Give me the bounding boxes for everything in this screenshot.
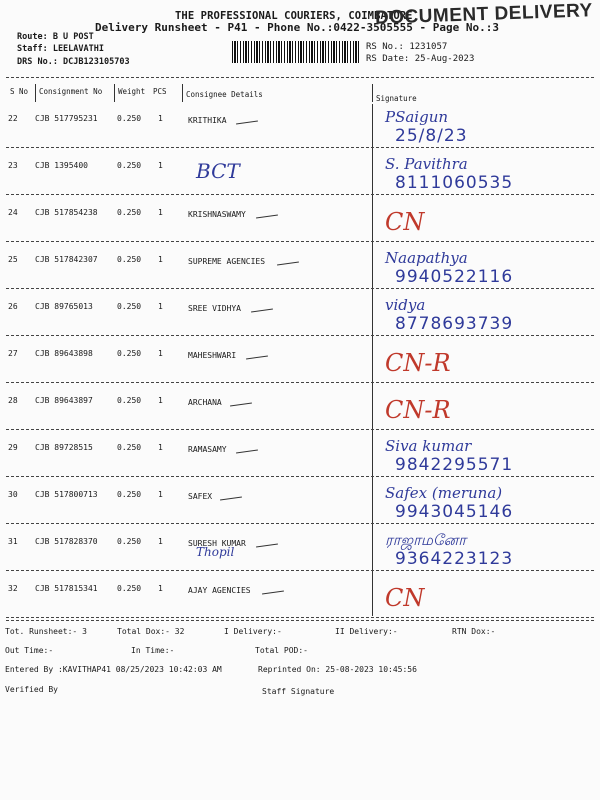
pieces-count: 1	[158, 349, 163, 358]
pieces-count: 1	[158, 584, 163, 593]
handwritten-note: Thopil	[196, 545, 235, 559]
col-header-consignee: Consignee Details	[186, 90, 263, 99]
serial-number: 26	[8, 302, 18, 311]
serial-number: 23	[8, 161, 18, 170]
verified-by: Verified By	[5, 685, 58, 694]
consignee-name: SURESH KUMAR	[188, 539, 246, 548]
header-divider	[6, 77, 594, 78]
col-header-signature: Signature	[376, 94, 417, 103]
document-delivery-stamp: DOCUMENT DELIVERY	[374, 0, 594, 29]
ink-mark	[236, 120, 258, 124]
consignment-number: CJB 517828370	[35, 537, 98, 546]
row-divider	[6, 523, 594, 524]
consignment-number: CJB 89728515	[35, 443, 93, 452]
signature-phone: 9842295571	[395, 455, 514, 475]
row-divider	[6, 382, 594, 383]
ink-mark	[246, 355, 268, 359]
signature-handwriting: CN	[385, 584, 425, 612]
serial-number: 30	[8, 490, 18, 499]
pieces-count: 1	[158, 114, 163, 123]
consignee-name: KRISHNASWAMY	[188, 210, 246, 219]
weight-value: 0.250	[117, 161, 142, 170]
signature-phone: 9364223123	[395, 549, 514, 569]
runsheet-subtitle: Delivery Runsheet - P41 - Phone No.:0422-3505555 - Page No.:3	[95, 21, 499, 34]
pieces-count: 1	[158, 255, 163, 264]
row-divider	[6, 241, 594, 242]
weight-value: 0.250	[117, 255, 142, 264]
signature-handwriting: CN-R	[385, 349, 451, 377]
out-time: Out Time:-	[5, 646, 54, 655]
signature-phone: 9940522116	[395, 267, 514, 287]
consignment-number: CJB 89643898	[35, 349, 93, 358]
handwritten-note: BCT	[196, 159, 240, 183]
pieces-count: 1	[158, 161, 163, 170]
courier-company-title: THE PROFESSIONAL COURIERS, COIMBATORE	[175, 10, 413, 22]
total-runsheet: Tot. Runsheet:- 3	[5, 627, 87, 636]
route-label: Route: B U POST	[17, 32, 94, 42]
total-dox: Total Dox:- 32	[117, 627, 185, 636]
rs-date: RS Date: 25-Aug-2023	[366, 54, 475, 64]
col-header-weight: Weight	[118, 87, 146, 96]
staff-label: Staff: LEELAVATHI	[17, 44, 104, 54]
signature-handwriting: Naapathya	[385, 249, 468, 267]
signature-phone: 9943045146	[395, 502, 514, 522]
weight-value: 0.250	[117, 349, 142, 358]
pieces-count: 1	[158, 302, 163, 311]
row-divider	[6, 476, 594, 477]
serial-number: 27	[8, 349, 18, 358]
rtn-dox: RTN Dox:-	[452, 627, 496, 636]
totals-divider	[6, 620, 594, 621]
ink-mark	[236, 449, 258, 453]
row-divider	[6, 194, 594, 195]
col-header-pcs: PCS	[153, 87, 167, 96]
consignee-name: SAFEX	[188, 492, 213, 501]
serial-number: 31	[8, 537, 18, 546]
pieces-count: 1	[158, 537, 163, 546]
barcode-image	[232, 41, 360, 63]
consignee-name: SUPREME AGENCIES	[188, 257, 266, 266]
weight-value: 0.250	[117, 396, 142, 405]
weight-value: 0.250	[117, 537, 142, 546]
signature-handwriting: Siva kumar	[385, 437, 472, 455]
col-divider	[114, 84, 115, 102]
ink-mark	[230, 402, 252, 406]
in-time: In Time:-	[131, 646, 175, 655]
signature-handwriting: Safex (meruna)	[385, 484, 503, 502]
serial-number: 22	[8, 114, 18, 123]
signature-handwriting: PSaigun	[385, 108, 449, 126]
signature-phone: 8111060535	[395, 173, 514, 193]
row-divider	[6, 147, 594, 148]
consignment-number: CJB 517795231	[35, 114, 98, 123]
weight-value: 0.250	[117, 208, 142, 217]
row-divider	[6, 335, 594, 336]
consignment-number: CJB 89643897	[35, 396, 93, 405]
row-divider	[6, 429, 594, 430]
ink-mark	[220, 496, 242, 500]
col-header-consignment: Consignment No	[39, 87, 103, 96]
serial-number: 32	[8, 584, 18, 593]
consignment-number: CJB 1395400	[35, 161, 88, 170]
col-divider	[182, 84, 183, 102]
ink-mark	[251, 308, 273, 312]
consignment-number: CJB 517815341	[35, 584, 98, 593]
consignee-name: SREE VIDHYA	[188, 304, 241, 313]
ink-mark	[277, 261, 299, 265]
ink-mark	[262, 590, 284, 594]
row-divider	[6, 617, 594, 618]
pieces-count: 1	[158, 208, 163, 217]
col-header-sno: S No	[10, 87, 29, 96]
serial-number: 24	[8, 208, 18, 217]
consignee-name: KRITHIKA	[188, 116, 227, 125]
consignment-number: CJB 517842307	[35, 255, 98, 264]
row-divider	[6, 288, 594, 289]
staff-signature: Staff Signature	[262, 687, 335, 696]
signature-handwriting: CN-R	[385, 396, 451, 424]
serial-number: 28	[8, 396, 18, 405]
pieces-count: 1	[158, 490, 163, 499]
reprinted-on: Reprinted On: 25-08-2023 10:45:56	[258, 665, 417, 674]
consignment-number: CJB 89765013	[35, 302, 93, 311]
signature-phone: 8778693739	[395, 314, 514, 334]
col-divider	[35, 84, 36, 102]
pieces-count: 1	[158, 443, 163, 452]
total-pod: Total POD:-	[255, 646, 308, 655]
signature-handwriting: vidya	[385, 296, 426, 314]
ii-delivery: II Delivery:-	[335, 627, 398, 636]
entered-by: Entered By :KAVITHAP41 08/25/2023 10:42:03 AM	[5, 665, 222, 674]
col-divider	[372, 84, 373, 102]
serial-number: 25	[8, 255, 18, 264]
rs-number: RS No.: 1231057	[366, 42, 448, 52]
ink-mark	[256, 214, 278, 218]
consignee-name: RAMASAMY	[188, 445, 227, 454]
consignment-number: CJB 517800713	[35, 490, 98, 499]
serial-number: 29	[8, 443, 18, 452]
consignee-name: AJAY AGENCIES	[188, 586, 251, 595]
i-delivery: I Delivery:-	[224, 627, 282, 636]
drs-number: DRS No.: DCJB123105703	[17, 57, 130, 67]
weight-value: 0.250	[117, 114, 142, 123]
weight-value: 0.250	[117, 490, 142, 499]
consignee-name: MAHESHWARI	[188, 351, 237, 360]
consignee-name: ARCHANA	[188, 398, 222, 407]
consignment-number: CJB 517854238	[35, 208, 98, 217]
weight-value: 0.250	[117, 302, 142, 311]
signature-column-divider	[372, 104, 373, 616]
ink-mark	[256, 543, 278, 547]
weight-value: 0.250	[117, 443, 142, 452]
signature-handwriting: S. Pavithra	[385, 155, 468, 173]
signature-phone: 25/8/23	[395, 126, 468, 146]
row-divider	[6, 570, 594, 571]
signature-handwriting: ராஜாமனோ	[385, 531, 467, 549]
signature-handwriting: CN	[385, 208, 425, 236]
pieces-count: 1	[158, 396, 163, 405]
weight-value: 0.250	[117, 584, 142, 593]
